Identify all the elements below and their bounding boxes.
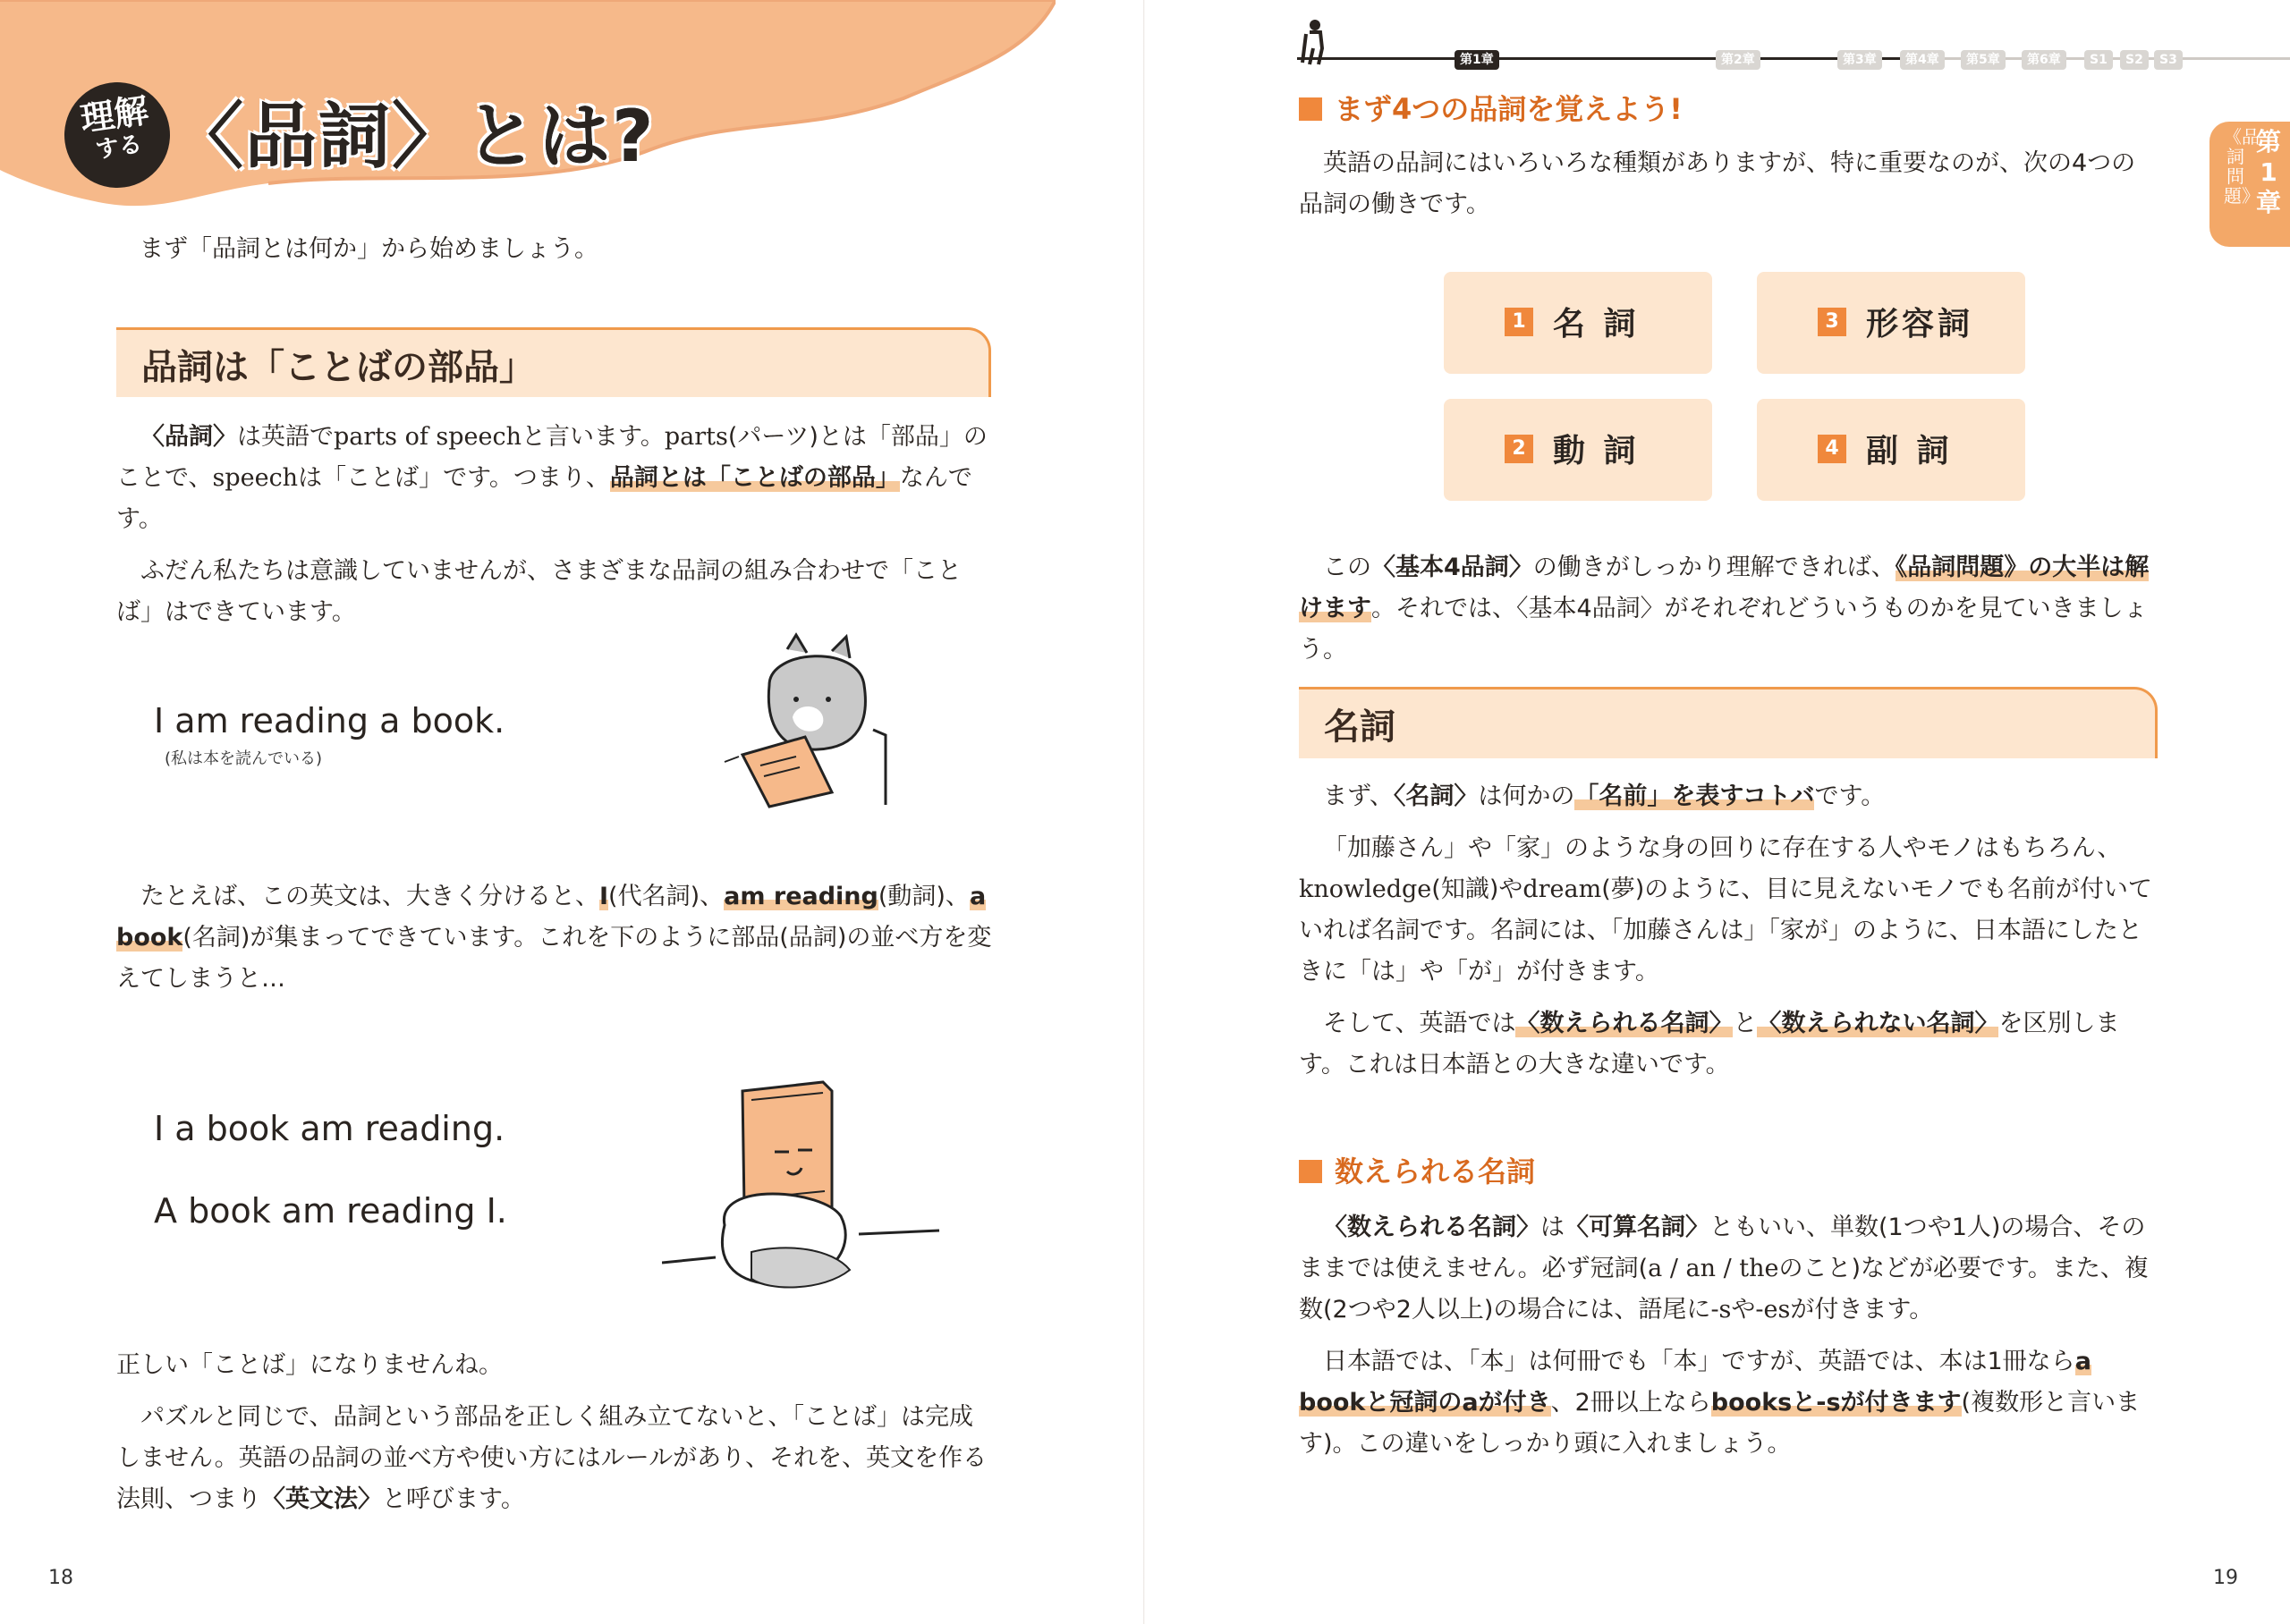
para3: たとえば、この英文は、大きく分けると、I(代名詞)、am reading(動詞)、a book(名詞)が集まってできています。これを下のように部品(品詞)の並べ方を変えてしまうと… [116,883,992,993]
para-block-r4 [1299,1207,2158,1476]
example-sentence-2a: I a book am reading. [154,1109,505,1148]
square-bullet-icon [1299,1160,1322,1183]
square-bullet-icon [1299,97,1322,121]
progress-chapter-2: 第2章 [1716,50,1760,70]
pos-label: 名 詞 [1553,306,1640,343]
pos-box-adjective [1757,272,2025,374]
intro: まず「品詞とは何か」から始めましょう。 [140,235,598,263]
right-page [1145,0,2290,1624]
para4: 正しい「ことば」になりませんね。 [116,1351,503,1379]
page-number-right: 19 [2213,1567,2238,1589]
para4: 「加藤さん」や「家」のような身の回りに存在する人やモノはもちろん、knowledge(知識)やdream(夢)のように、目に見えないモノでも名前が付いていれば名詞です。名詞には、「加藤さんは」「家が」のように、日本語にしたときに「は」や「が」が付きます。 [1299,834,2152,985]
pos-number: 1 [1505,308,1533,336]
para1: 英語の品詞にはいろいろな種類がありますが、特に重要なのが、次の4つの品詞の働きです。 [1299,149,2136,218]
progress-chapter-6: 第6章 [2022,50,2066,70]
para2: ふだん私たちは意識していませんが、さまざまな品詞の組み合わせで「ことば」はできています。 [116,557,962,626]
shiba-reading-illustration [707,631,903,810]
para5: そして、英語では〈数えられる名詞〉と〈数えられない名詞〉を区別します。これは日本語との大きな違いです。 [1299,1010,2120,1078]
progress-s1: S1 [2084,50,2113,70]
para5: パズルと同じで、品詞という部品を正しく組み立てないと、「ことば」は完成しません。英語の品詞の並べ方や使い方にはルールがあり、それを、英文を作る法則、つまり〈英文法〉と呼びます。 [116,1403,988,1513]
para-block-1 [116,417,993,644]
pos-number: 4 [1818,435,1846,463]
para-block-r2 [1299,547,2158,681]
chapter-tab [2209,122,2290,247]
para-block-r3 [1299,776,2158,1096]
section-heading: 名詞 [1324,706,1395,748]
section-header-noun [1299,687,2158,758]
intro-text [140,229,998,270]
progress-chapter-5: 第5章 [1961,50,2006,70]
progress-chapter-4: 第4章 [1900,50,1945,70]
subheading-countable: 数えられる名詞 [1299,1154,1535,1189]
progress-s2: S2 [2120,50,2149,70]
badge-line1: 理解 [78,90,151,140]
para-block-r1 [1299,143,2158,236]
subheading-four-pos: まず4つの品詞を覚えよう! [1299,91,1683,127]
pos-number: 3 [1818,308,1846,336]
para1: 〈品詞〉は英語でparts of speechと言います。parts(パーツ)とは「部品」のことで、speechは「ことば」です。つまり、品詞とは「ことばの部品」なんです。 [116,423,988,533]
para-block-4 [116,1345,993,1531]
chapter-tab-label: 第1章 [2256,127,2282,217]
example-translation-1: (私は本を読んでいる) [165,749,323,768]
chapter-tab-subtitle: 《品詞問題》 [2224,126,2260,207]
pos-box-noun [1444,272,1712,374]
progress-chapter-1: 第1章 [1455,50,1499,70]
progress-done [1297,57,1914,60]
pos-label: 副 詞 [1866,433,1953,469]
badge-line2: する [94,131,144,165]
para-block-3 [116,876,993,1011]
progress-chapter-3: 第3章 [1837,50,1882,70]
para7: 日本語では、「本」は何冊でも「本」ですが、英語では、本は1冊ならa bookと冠詞のaが付き、2冊以上ならbooksと-sが付きます(複数形と言います)。この違いをしっかり頭に入れましょう。 [1299,1348,2141,1458]
shiba-under-book-illustration [662,1073,948,1306]
para2: この〈基本4品詞〉の働きがしっかり理解できれば、《品詞問題》の大半は解けます。それでは、〈基本4品詞〉がそれぞれどういうものかを見ていきましょう。 [1299,554,2150,664]
example-sentence-1: I am reading a book. [154,701,505,740]
pos-label: 形容詞 [1866,306,1974,343]
page-number-left: 18 [48,1567,73,1589]
section-heading: 品詞は「ことばの部品」 [141,347,535,388]
pos-box-verb [1444,399,1712,501]
progress-s3: S3 [2154,50,2183,70]
para6: 〈数えられる名詞〉は〈可算名詞〉ともいい、単数(1つや1人)の場合、そのままでは使えません。必ず冠詞(a / an / theのこと)などが必要です。また、複数(2つや2人以上)の場合には、語尾に-sや-esが付きます。 [1299,1214,2149,1324]
page-title: 〈品詞〉とは? [172,95,656,178]
section-header-parts [116,327,991,397]
pos-box-adverb [1757,399,2025,501]
pos-number: 2 [1505,435,1533,463]
example-sentence-2b: A book am reading I. [154,1191,507,1231]
para3: まず、〈名詞〉は何かの「名前」を表すコトバです。 [1323,782,1886,810]
pos-label: 動 詞 [1553,433,1640,469]
